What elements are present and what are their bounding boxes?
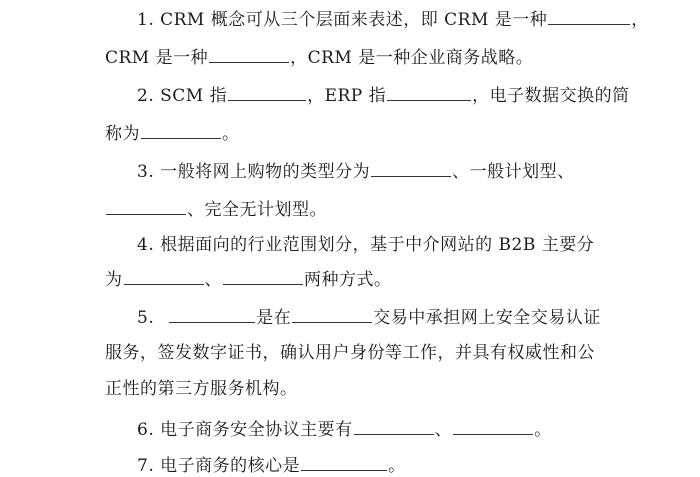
answer-blank[interactable] [141, 120, 221, 139]
answer-blank[interactable] [209, 44, 289, 63]
q7-line1: 7. 电子商务的核心是 。 [137, 452, 406, 477]
q6-line1: 6. 电子商务安全协议主要有 、 。 [137, 416, 552, 441]
answer-blank[interactable] [124, 266, 204, 285]
answer-blank[interactable] [301, 452, 387, 471]
q5-line1: 5. 是在 交易中承担网上安全交易认证 [137, 304, 601, 329]
q1-line2: CRM 是一种 ，CRM 是一种企业商务战略。 [105, 44, 533, 69]
answer-blank[interactable] [292, 304, 372, 323]
q5-line2: 服务，签发数字证书，确认用户身份等工作，并具有权威性和公 [105, 343, 595, 363]
answer-blank[interactable] [354, 416, 434, 435]
answer-blank[interactable] [223, 266, 303, 285]
answer-blank[interactable] [387, 82, 471, 101]
q2-line1: 2. SCM 指 ，ERP 指 ，电子数据交换的简 [137, 82, 630, 107]
answer-blank[interactable] [453, 416, 533, 435]
answer-blank[interactable] [106, 196, 186, 215]
answer-blank[interactable] [228, 82, 306, 101]
q4-line2: 为 、 两种方式。 [105, 266, 392, 291]
q2-line2: 称为 。 [105, 120, 240, 145]
answer-blank[interactable] [548, 6, 630, 25]
answer-blank[interactable] [371, 158, 451, 177]
answer-blank[interactable] [169, 304, 255, 323]
q1-line1: 1. CRM 概念可从三个层面来表述，即 CRM 是一种 ， [137, 6, 649, 31]
q3-line1: 3. 一般将网上购物的类型分为 、一般计划型、 [137, 158, 575, 183]
q4-line1: 4. 根据面向的行业范围划分，基于中介网站的 B2B 主要分 [137, 235, 595, 255]
q3-line2: 、完全无计划型。 [105, 196, 327, 221]
q5-line3: 正性的第三方服务机构。 [105, 379, 298, 399]
